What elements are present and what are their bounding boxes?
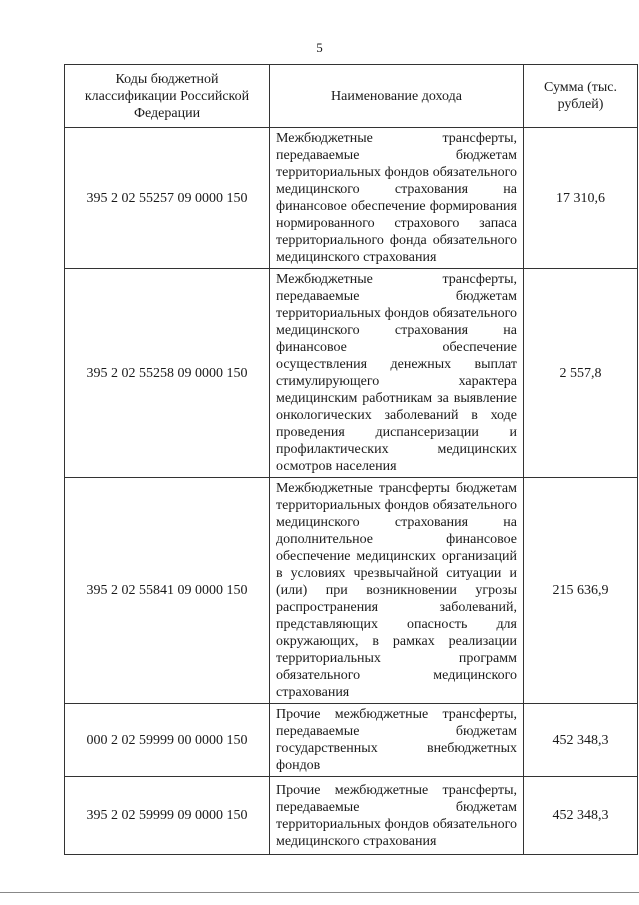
page-number: 5 — [316, 40, 323, 55]
header-code: Коды бюджетной классификации Российской Федерации — [65, 65, 270, 128]
header-sum: Сумма (тыс. рублей) — [524, 65, 638, 128]
budget-income-table — [64, 64, 638, 855]
header-name: Наименование дохода — [270, 65, 524, 128]
row-code: 395 2 02 55257 09 0000 150 — [65, 128, 270, 269]
table-row — [65, 128, 638, 269]
row-name: Прочие межбюджетные трансферты, передаваемые бюджетам государственных внебюджетных фондов — [270, 704, 524, 777]
row-code: 000 2 02 59999 00 0000 150 — [65, 704, 270, 777]
row-sum: 2 557,8 — [524, 269, 638, 478]
row-name: Прочие межбюджетные трансферты, передаваемые бюджетам территориальных фондов обязательного медицинского страхования — [270, 777, 524, 855]
row-name: Межбюджетные трансферты, передаваемые бюджетам территориальных фондов обязательного медицинского страхования на финансовое обеспечение осуществления денежных выплат стимулирующего характера медицинским работникам за выявление онкологических заболеваний в ходе проведения диспансеризации и профилактических медицинских осмотров населения — [270, 269, 524, 478]
row-sum: 215 636,9 — [524, 478, 638, 704]
table-header-row — [65, 65, 638, 128]
row-sum: 452 348,3 — [524, 704, 638, 777]
table-row — [65, 478, 638, 704]
table-row — [65, 704, 638, 777]
row-name: Межбюджетные трансферты бюджетам территориальных фондов обязательного медицинского страхования на дополнительное финансовое обеспечение медицинских организаций в условиях чрезвычайной ситуации и (или) при возникновении угрозы распространения заболеваний, представляющих опасность для окружающих, в рамках реализации территориальных программ обязательного медицинского страхования — [270, 478, 524, 704]
row-name: Межбюджетные трансферты, передаваемые бюджетам территориальных фондов обязательного медицинского страхования на финансовое обеспечение формирования нормированного страхового запаса территориального фонда обязательного медицинского страхования — [270, 128, 524, 269]
row-code: 395 2 02 59999 09 0000 150 — [65, 777, 270, 855]
row-sum: 17 310,6 — [524, 128, 638, 269]
row-code: 395 2 02 55258 09 0000 150 — [65, 269, 270, 478]
table-row — [65, 269, 638, 478]
table-row — [65, 777, 638, 855]
row-code: 395 2 02 55841 09 0000 150 — [65, 478, 270, 704]
page-bottom-divider — [0, 892, 639, 893]
row-sum: 452 348,3 — [524, 777, 638, 855]
